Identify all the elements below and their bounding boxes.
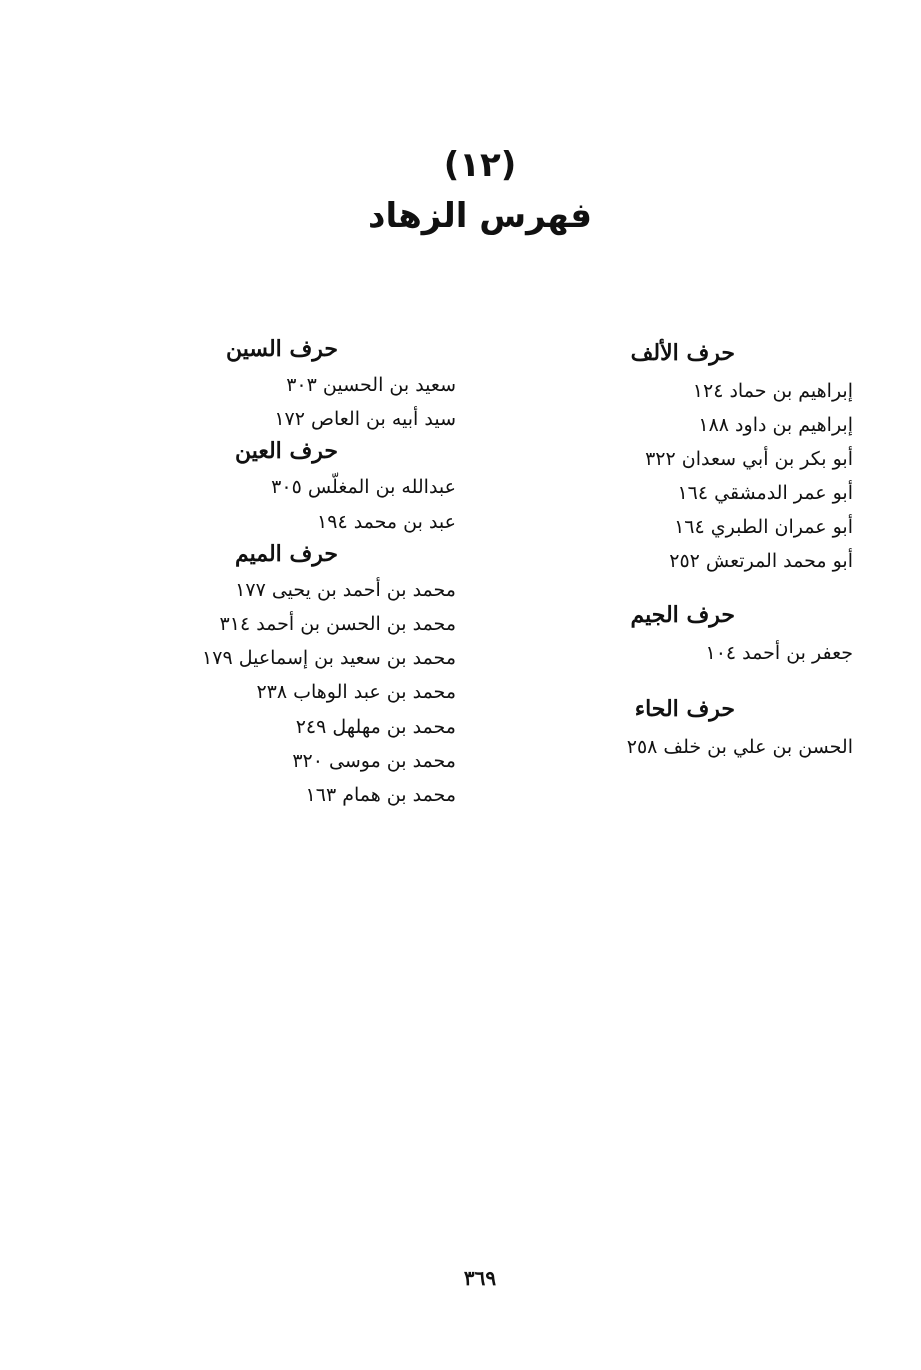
index-entry: سيد أبيه بن العاص ١٧٢	[274, 408, 456, 431]
index-entry: أبو بكر بن أبي سعدان ٣٢٢	[645, 448, 853, 470]
index-entry: محمد بن موسى ٣٢٠	[292, 749, 456, 772]
letter-heading-ha: حرف الحاء	[634, 696, 735, 722]
index-entry: إبراهيم بن داود ١٨٨	[698, 414, 853, 436]
letter-heading-sin: حرف السين	[225, 336, 338, 362]
letter-heading-ayn: حرف العين	[234, 438, 338, 465]
page-number: ٣٦٩	[463, 1266, 497, 1290]
index-entry: إبراهيم بن حماد ١٢٤	[692, 380, 853, 402]
index-entry: محمد بن سعيد بن إسماعيل ١٧٩	[202, 647, 456, 670]
left-column	[156, 334, 456, 812]
index-entry: عبدالله بن المغلّس ٣٠٥	[271, 476, 456, 499]
index-entry: محمد بن همام ١٦٣	[305, 783, 456, 806]
index-entry: محمد بن الحسن بن أحمد ٣١٤	[219, 612, 456, 635]
index-entry: محمد بن مهلهل ٢٤٩	[295, 715, 456, 738]
right-column	[553, 338, 853, 764]
index-entry: الحسن بن علي بن خلف ٢٥٨	[626, 736, 853, 758]
section-number: (١٢)	[443, 145, 517, 185]
letter-heading-mim: حرف الميم	[234, 540, 338, 567]
index-entry: أبو عمر الدمشقي ١٦٤	[677, 482, 853, 504]
index-entry: أبو عمران الطبري ١٦٤	[674, 516, 853, 538]
index-entry: جعفر بن أحمد ١٠٤	[705, 642, 853, 664]
index-entry: أبو محمد المرتعش ٢٥٢	[669, 550, 853, 572]
index-entry: محمد بن أحمد بن يحيى ١٧٧	[235, 578, 456, 601]
letter-heading-alif: حرف الألف	[630, 340, 735, 366]
letter-heading-jim: حرف الجيم	[630, 602, 735, 628]
index-entry: محمد بن عبد الوهاب ٢٣٨	[256, 681, 456, 704]
index-entry: عبد بن محمد ١٩٤	[317, 510, 456, 533]
index-title: فهرس الزهاد	[368, 196, 592, 236]
index-entry: سعيد بن الحسين ٣٠٣	[286, 374, 456, 396]
